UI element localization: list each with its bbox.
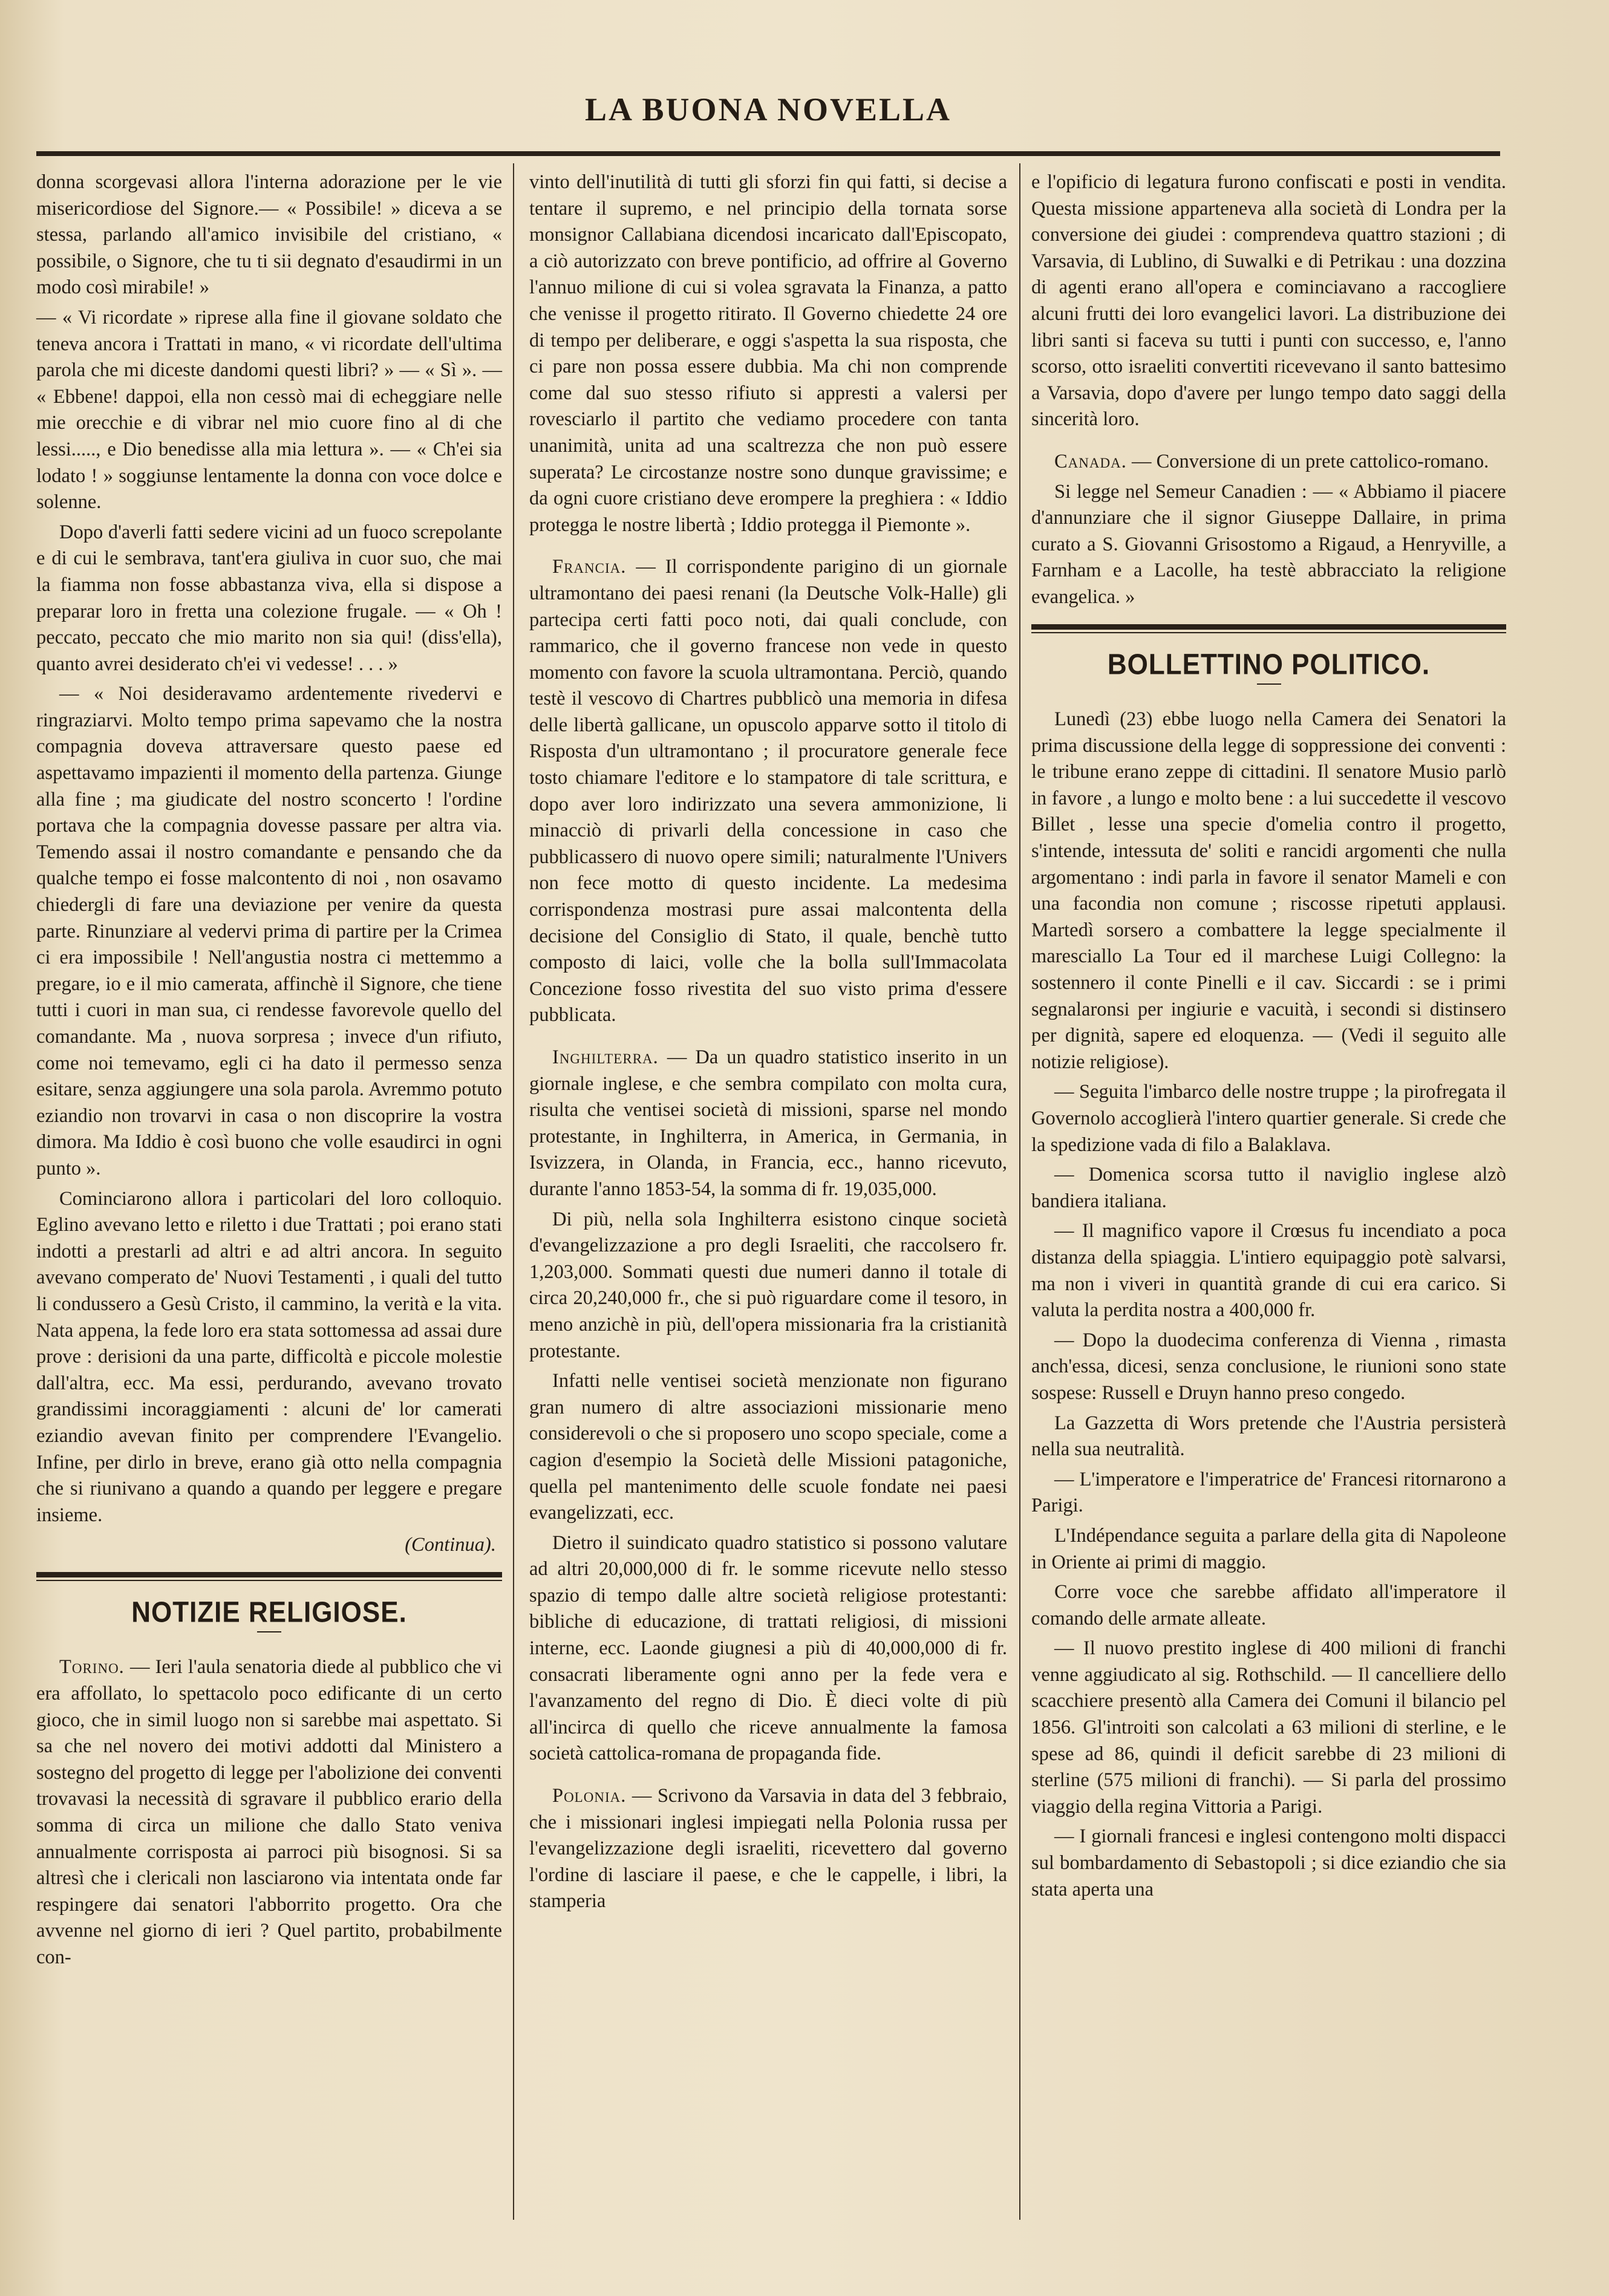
page-title: LA BUONA NOVELLA bbox=[584, 91, 952, 128]
heading-dash bbox=[257, 1631, 281, 1632]
paragraph: — L'imperatore e l'imperatrice de' Francesi ritornarono a Parigi. bbox=[1031, 1468, 1506, 1517]
paragraph: — Seguita l'imbarco delle nostre truppe ; la pirofregata il Governolo accoglierà l'intero quartier generale. Si crede che la spedizione vada di filo a Balaklava. bbox=[1031, 1081, 1506, 1156]
paragraph: Cominciarono allora i particolari del loro colloquio. Eglino avevano letto e riletto i due Trattati ; poi erano stati indotti a prestarli ad altri e ad altri ancora. In seguito avevano comperato de' Nuovi Testamenti , i quali del tutto li condussero a Gesù Cristo, il cammino, la verità e la vita. Nata appena, la fede loro era stata sottomessa ad assai dure prove : derisioni da una parte, difficoltà e piccole molestie dall'altra, ecc. Ma essi, perdurando, avevano trovato grandissimi incoraggiamenti : alcuni de' lor camerati eziandio avevan finito per comprendere l'Evangelio. Infine, per dirlo in breve, erano già otto nella compagnia che si riunivano a quando a quando per leggere e pregare insieme. bbox=[36, 1187, 502, 1526]
news-text: — Scrivono da Varsavia in data del 3 febbraio, che i missionari inglesi impiegati nella Polonia russa per l'evangelizzazione degli israeliti, ricevettero dal governo l'ordine di lasciare il paese, e che le cappelle, i libri, la stamperia bbox=[529, 1785, 1007, 1913]
column-divider bbox=[513, 163, 514, 2220]
section-rule-thin bbox=[1031, 632, 1506, 633]
news-text: — Il corrispondente parigino di un giornale ultramontano dei paesi renani (la Deutsche Volk-Halle) gli partecipa certi fatti poco noti, dai quali conclude, con rammarico, che il governo francese non vede in questo momento con favore la scuola ultramontana. Perciò, quando testè il vescovo di Chartres pubblicò una memoria in difesa delle libertà gallicane, un opuscolo apparve sotto il titolo di Risposta d'un ultramontano ; il procuratore generale fece tosto chiamare l'editore e lo stampatore di tale scrittura, e dopo aver loro indirizzato una severa ammonizione, li minacciò di privarli della concessione in caso che pubblicassero di nuovo opere simili; naturalmente l'Univers non fece motto di questo incidente. La medesima corrispondenza mostrasi pure assai malcontenta della decisione del Consiglio di Stato, il quale, benchè tutto composto di laici, volle che la bolla sull'Immacolata Concezione fosso rivestita del suo visto prima d'essere pubblicata. bbox=[529, 556, 1007, 1026]
place-label: Polonia. bbox=[552, 1785, 627, 1807]
news-item-canada bbox=[1031, 449, 1506, 475]
column-3 bbox=[1031, 169, 1506, 1906]
news-item-polonia bbox=[529, 1783, 1007, 1915]
section-rule-thin bbox=[36, 1580, 502, 1581]
spacer bbox=[529, 1771, 1007, 1783]
news-text: — Da un quadro statistico inserito in un giornale inglese, e che sembra compilato con molta cura, risulta che ventisei società di missioni, sparse nel mondo protestante, in Inghilterra, in America, in Germania, in Isvizzera, in Olanda, in Francia, ecc., hanno ricevuto, durante l'anno 1853-54, la somma di fr. 19,035,000. bbox=[529, 1046, 1008, 1200]
paragraph: vinto dell'inutilità di tutti gli sforzi fin qui fatti, si decise a tentare il supremo, e nel principio della tornata sorse monsignor Callabiana dicendosi incaricato dall'Episcopato, a ciò autorizzato con breve pontificio, ad offrire al Governo l'annuo milione di cui si volea sgravata la Finanza, a patto che venisse il progetto ritirato. Il Governo chiedette 24 ore di tempo per deliberare, e oggi s'aspetta la sua risposta, che ci pare non possa essere dubbia. Ma chi non comprende come dal suo stesso rifiuto si appresti a valersi per rovesciarlo il partito che vediamo procedere con tanta unanimità, unita ad una scaltrezza che non può essere superata? Le circostanze nostre sono dunque gravissime; e da ogni cuore cristiano deve erompere la preghiera : « Iddio protegga le nostre libertà ; Iddio protegga il Piemonte ». bbox=[529, 171, 1007, 536]
paragraph: La Gazzetta di Wors pretende che l'Austria persisterà nella sua neutralità. bbox=[1031, 1412, 1506, 1461]
news-item-torino bbox=[36, 1654, 502, 1971]
column-2 bbox=[529, 169, 1007, 1919]
place-label: Torino. bbox=[59, 1656, 125, 1678]
paragraph: — Il nuovo prestito inglese di 400 milioni di franchi venne aggiudicato al sig. Rothschild. — Il cancelliere dello scacchiere presentò alla Camera dei Comuni il bilancio pel 1856. Gl'introiti son calcolati a 63 milioni di sterline, e le spese ad 86, quindi il deficit sarebbe di 23 milioni di sterline (575 milioni di franchi). — Si parla del prossimo viaggio della regina Vittoria a Parigi. bbox=[1031, 1637, 1506, 1818]
news-text: — Ieri l'aula senatoria diede al pubblico che vi era affollato, lo spettacolo poco edificante di un certo gioco, che in simil luogo non si sarebbe mai aspettato. Si sa che nel novero dei motivi addotti dal Ministero a sostegno del progetto di legge per l'abolizione dei conventi trovavasi la necessità di sgravare il pubblico erario della somma di circa un milione che dallo Stato veniva annualmente corrisposta ai parroci più bisognosi. Si sa altresì che i clericali non lasciarono via intentata onde far respingere dai senatori l'abborrito progetto. Ora che avvenne nel giorno di ieri ? Quel partito, probabilmente con- bbox=[36, 1656, 503, 1968]
header-rule bbox=[36, 151, 1500, 156]
column-divider bbox=[1019, 163, 1020, 2220]
place-label: Canada. bbox=[1054, 450, 1127, 472]
news-text: — Conversione di un prete cattolico-romano. bbox=[1131, 450, 1489, 472]
column-1 bbox=[36, 169, 502, 1975]
spacer bbox=[529, 1032, 1007, 1045]
section-heading: BOLLETTINO POLITICO. bbox=[1107, 648, 1431, 680]
spacer bbox=[529, 542, 1007, 554]
news-item-francia bbox=[529, 554, 1007, 1029]
section-heading: NOTIZIE RELIGIOSE. bbox=[131, 1596, 407, 1629]
paragraph: Lunedì (23) ebbe luogo nella Camera dei Senatori la prima discussione della legge di soppressione dei conventi : le tribune erano zeppe di cittadini. Il senatore Musio parlò in favore , a lungo e molto bene : a lui succedette il vescovo Billet , lesse una specie d'omelia contro il progetto, s'intende, intessuta de' soliti e rancidi argomenti che nulla argomentano : indi parla in favore il senator Mameli e con una facondia non comune ; riscosse ripetuti applausi. Martedì sorsero a combattere la legge specialmente il maresciallo La Tour ed il marchese Luigi Collegno: la sostennero il conte Pinelli e il cav. Siccardi : se i primi segnalaronsi per ingiurie e vacuità, i secondi si distinsero per dignità, sapere ed eloquenza. — (Vedi il seguito alle notizie religiose). bbox=[1031, 708, 1506, 1073]
paragraph: donna scorgevasi allora l'interna adorazione per le vie misericordiose del Signore.— « Possibile! » diceva a se stessa, parlando all'amico invisibile del cristiano, « possibile, o Signore, che tu ti sii degnato d'esaudirmi in un modo così mirabile! » bbox=[36, 171, 502, 299]
place-label: Francia. bbox=[552, 556, 627, 578]
section-rule bbox=[1031, 624, 1506, 630]
paragraph: Corre voce che sarebbe affidato all'imperatore il comando delle armate alleate. bbox=[1031, 1581, 1506, 1629]
section-rule bbox=[36, 1572, 502, 1577]
paragraph: Si legge nel Semeur Canadien : — « Abbiamo il piacere d'annunziare che il signor Giuseppe Dallaire, in prima curato a S. Giovanni Grisostomo a Rigaud, a Henryville, a Farnham e a Lacolle, ha testè abbracciato la religione evangelica. » bbox=[1031, 480, 1506, 608]
paragraph: Di più, nella sola Inghilterra esistono cinque società d'evangelizzazione a pro degli Israeliti, che raccolsero fr. 1,203,000. Sommati questi due numeri danno il totale di circa 20,240,000 fr., che si può riguardare come il tesoro, in meno anzichè in più, dell'opera missionaria fra la cristianità protestante. bbox=[529, 1208, 1007, 1362]
heading-dash bbox=[1257, 683, 1281, 685]
paragraph: Dopo d'averli fatti sedere vicini ad un fuoco screpolante e di cui le sembrava, tant'era giuliva in cuor suo, che mai la fiamma non fosse abbastanza viva, ella si dispose a preparar loro in fretta una colezione frugale. — « Oh ! peccato, peccato che mio marito non sia qui! (diss'ella), quanto avrei desiderato ch'ei vi vedesse! . . . » bbox=[36, 521, 502, 675]
paragraph: — I giornali francesi e inglesi contengono molti dispacci sul bombardamento di Sebastopoli ; si dice eziandio che sia stata aperta una bbox=[1031, 1825, 1506, 1900]
paragraph: Dietro il suindicato quadro statistico si possono valutare ad altri 20,000,000 di fr. le somme ricevute nello stesso spazio di tempo dalle altre società religiose protestanti: bibliche di educazione, di trattati religiosi, di missioni interne, ecc. Laonde giugnesi a più di 40,000,000 di fr. consacrati liberamente ogni anno per la fede vera e l'avanzamento del regno di Dio. È dieci volte di più all'incirca di quello che riceve annualmente la famosa società cattolica-romana de propaganda fide. bbox=[529, 1531, 1007, 1765]
paragraph: e l'opificio di legatura furono confiscati e posti in vendita. Questa missione apparteneva alla società di Londra per la conversione dei giudei : comprendeva quattro stazioni ; di Varsavia, di Lublino, di Suwalki e di Petrikau : una dozzina di agenti erano all'opera e cominciavano a raccogliere alcuni frutti dei loro evangelici lavori. La distribuzione dei libri santi si faceva su tutti i punti con successo, e, l'anno scorso, otto israeliti convertiti ricevevano il santo battesimo a Varsavia, dopo d'avere per lungo tempo dato saggi della sincerità loro. bbox=[1031, 171, 1506, 431]
paragraph: — « Vi ricordate » riprese alla fine il giovane soldato che teneva ancora i Trattati in mano, « vi ricordate dell'ultima parola che mi diceste dandomi questi libri? » — « Sì ». — « Ebbene! dappoi, ella non cessò mai di echeggiare nelle mie orecchie e di vibrar nel mio cuore fino al di che lessi....., e Dio benedisse alla mia lettura ». — « Ch'ei sia lodato ! » soggiunse lentamente la donna con voce dolce e solenne. bbox=[36, 306, 502, 514]
paragraph: Infatti nelle ventisei società menzionate non figurano gran numero di altre associazioni missionarie meno considerevoli o che si proposero uno scopo speciale, come a cagion d'esempio la Società delle Missioni patagoniche, quella pel mantenimento delle scuole fondate nei paesi evangelizzati, ecc. bbox=[529, 1370, 1007, 1524]
paragraph: — Domenica scorsa tutto il naviglio inglese alzò bandiera italiana. bbox=[1031, 1164, 1506, 1212]
continua-note: (Continua). bbox=[405, 1534, 496, 1556]
spacer bbox=[1031, 437, 1506, 449]
paragraph: — « Noi desideravamo ardentemente rivedervi e ringraziarvi. Molto tempo prima sapevamo che la nostra compagnia doveva attraversare questo paese ed aspettavamo impazienti il momento della partenza. Giunge alla fine ; ma giudicate del nostro sconcerto ! l'ordine portava che la compagnia dovesse passare per altra via. Temendo assai il nostro comandante e pensando che da qualche tempo ei fosse malcontento di noi , non osavamo chiedergli di fare una deviazione per venire da questa parte. Rinunziare al vedervi prima di partire per la Crimea ci era impossibile ! Nell'angustia nostra ci mettemmo a pregare, io e il mio camerata, affinchè il Signore, che tiene tutti i cuori in man sua, ci rendesse favorevole quello del comandante. Ma , nuova sorpresa ; invece d'un rifiuto, come noi temevamo, egli ci ha dato il permesso senza esitare, senza aggiungere una sola parola. Avremmo potuto eziandio non trovarvi in casa o non discoprire la vostra dimora. Ma Iddio è così buono che volle esaudirci in ogni punto ». bbox=[36, 683, 502, 1179]
place-label: Inghilterra. bbox=[552, 1046, 659, 1068]
paragraph: L'Indépendance seguita a parlare della gita di Napoleone in Oriente ai primi di maggio. bbox=[1031, 1524, 1506, 1573]
paragraph: — Il magnifico vapore il Crœsus fu incendiato a poca distanza della spiaggia. L'intiero equipaggio potè salvarsi, ma non i viveri in quantità grande di cui era carico. Si valuta la perdita nostra a 400,000 fr. bbox=[1031, 1220, 1506, 1322]
paragraph: — Dopo la duodecima conferenza di Vienna , rimasta anch'essa, dicesi, senza conclusione, le riunioni sono state sospese: Russell e Druyn hanno preso congedo. bbox=[1031, 1329, 1506, 1404]
news-item-inghilterra bbox=[529, 1045, 1007, 1203]
